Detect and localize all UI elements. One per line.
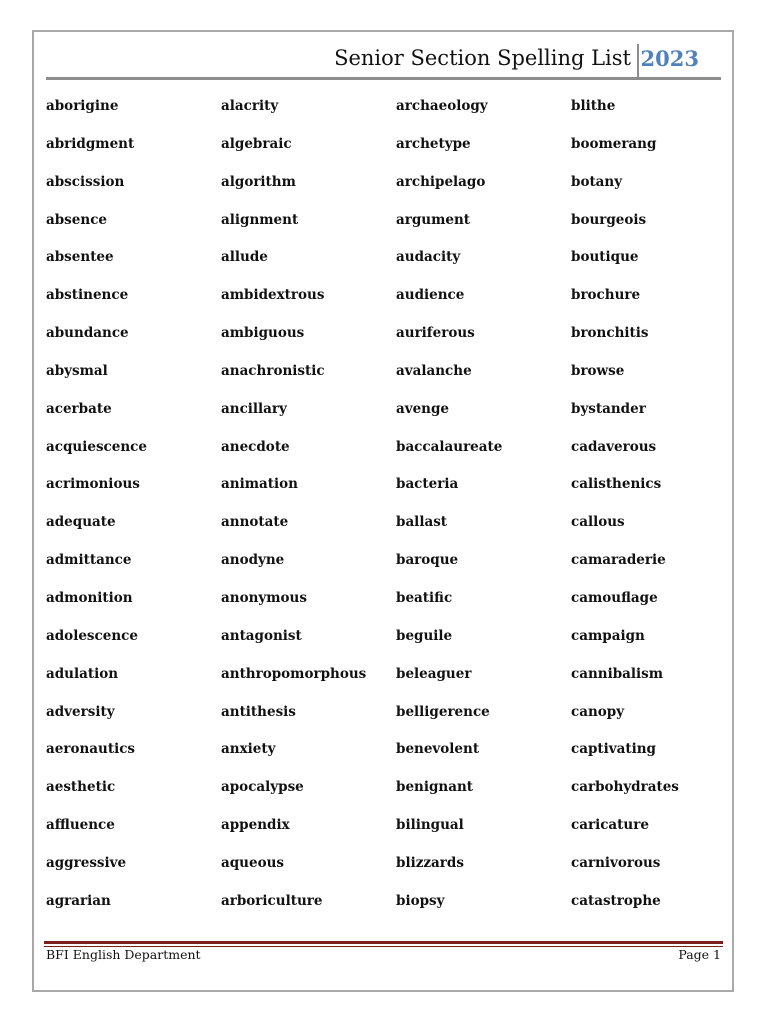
spelling-word: ambidextrous [221,287,325,304]
footer-page-number: Page 1 [678,947,721,962]
spelling-word: ancillary [221,400,287,417]
spelling-word: aeronautics [46,741,136,758]
spelling-word: aggressive [46,854,127,871]
spelling-word: affluence [46,817,115,834]
spelling-word: blizzards [396,854,464,871]
footer-department: BFI English Department [46,947,201,962]
spelling-word: campaign [571,627,645,644]
spelling-word: biopsy [396,892,445,909]
spelling-word: animation [221,476,298,493]
spelling-word: abridgment [46,135,135,152]
spelling-word: archetype [396,135,471,152]
spelling-word: caricature [571,817,649,834]
spelling-word: ballast [396,514,448,531]
spelling-word: anonymous [221,589,307,606]
header-year: 2023 [640,46,699,71]
spelling-word: bourgeois [571,211,647,228]
spelling-word: antithesis [221,703,296,720]
spelling-word: audience [396,287,465,304]
spelling-word: catastrophe [571,892,661,909]
spelling-word: absence [46,211,108,228]
spelling-word: argument [396,211,471,228]
spelling-word: annotate [221,514,289,531]
spelling-word: anthropomorphous [221,665,367,682]
page-title: Senior Section Spelling List [334,46,631,70]
spelling-word: bilingual [396,817,464,834]
spelling-word: abscission [46,173,125,190]
spelling-word: anodyne [221,552,285,569]
spelling-word: anecdote [221,438,290,455]
spelling-word-grid [46,96,736,929]
spelling-word: auriferous [396,325,475,342]
spelling-word: beleaguer [396,665,472,682]
spelling-word: admittance [46,552,132,569]
spelling-word: boomerang [571,135,657,152]
spelling-word: acrimonious [46,476,140,493]
spelling-word: avalanche [396,362,472,379]
spelling-word: archaeology [396,98,488,114]
spelling-word: camaraderie [571,552,666,569]
spelling-word: absentee [46,249,114,266]
spelling-word: boutique [571,249,639,266]
spelling-word: abstinence [46,287,129,304]
spelling-word: agrarian [46,892,111,909]
spelling-word: callous [571,514,625,531]
spelling-word: acerbate [46,400,112,417]
spelling-word: baccalaureate [396,438,503,455]
spelling-word: arboriculture [221,892,323,909]
spelling-word: cadaverous [571,438,657,455]
spelling-word: captivating [571,741,656,758]
spelling-word: antagonist [221,627,302,644]
spelling-word: archipelago [396,173,486,190]
spelling-word: benevolent [396,741,480,758]
spelling-word: beatific [396,589,453,606]
spelling-word: admonition [46,589,133,606]
spelling-word: bacteria [396,476,459,493]
spelling-word: anxiety [221,741,276,758]
spelling-word: benignant [396,779,474,796]
spelling-word: apocalypse [221,779,304,796]
spelling-word: carnivorous [571,854,661,871]
spelling-word: adversity [46,703,115,720]
spelling-word: canopy [571,703,625,720]
spelling-word: brochure [571,287,641,304]
spelling-word: cannibalism [571,665,664,682]
spelling-word: aqueous [221,854,285,871]
spelling-word: adulation [46,665,119,682]
spelling-word: bronchitis [571,325,649,342]
spelling-word: acquiescence [46,438,147,455]
spelling-word: baroque [396,552,459,569]
spelling-word: alacrity [221,98,279,114]
spelling-word: appendix [221,817,290,834]
spelling-word: alignment [221,211,299,228]
page-header [46,44,721,80]
spelling-word: botany [571,173,623,190]
spelling-word: bystander [571,400,646,417]
spelling-word: browse [571,362,625,379]
spelling-word: camouflage [571,589,658,606]
spelling-word: adequate [46,514,116,531]
spelling-word: carbohydrates [571,779,679,796]
spelling-word: beguile [396,627,453,644]
spelling-word: audacity [396,249,461,266]
spelling-word: algebraic [221,135,292,152]
spelling-word: belligerence [396,703,490,720]
spelling-word: allude [221,249,268,266]
spelling-word: avenge [396,400,450,417]
spelling-word: ambiguous [221,325,305,342]
spelling-word: calisthenics [571,476,662,493]
spelling-word: abysmal [46,362,108,379]
spelling-word: algorithm [221,173,296,190]
spelling-word: aborigine [46,98,119,114]
header-separator [637,44,639,77]
spelling-word: blithe [571,98,616,114]
spelling-word: anachronistic [221,362,325,379]
spelling-word: abundance [46,325,129,342]
spelling-word: aesthetic [46,779,116,796]
spelling-word: adolescence [46,627,138,644]
